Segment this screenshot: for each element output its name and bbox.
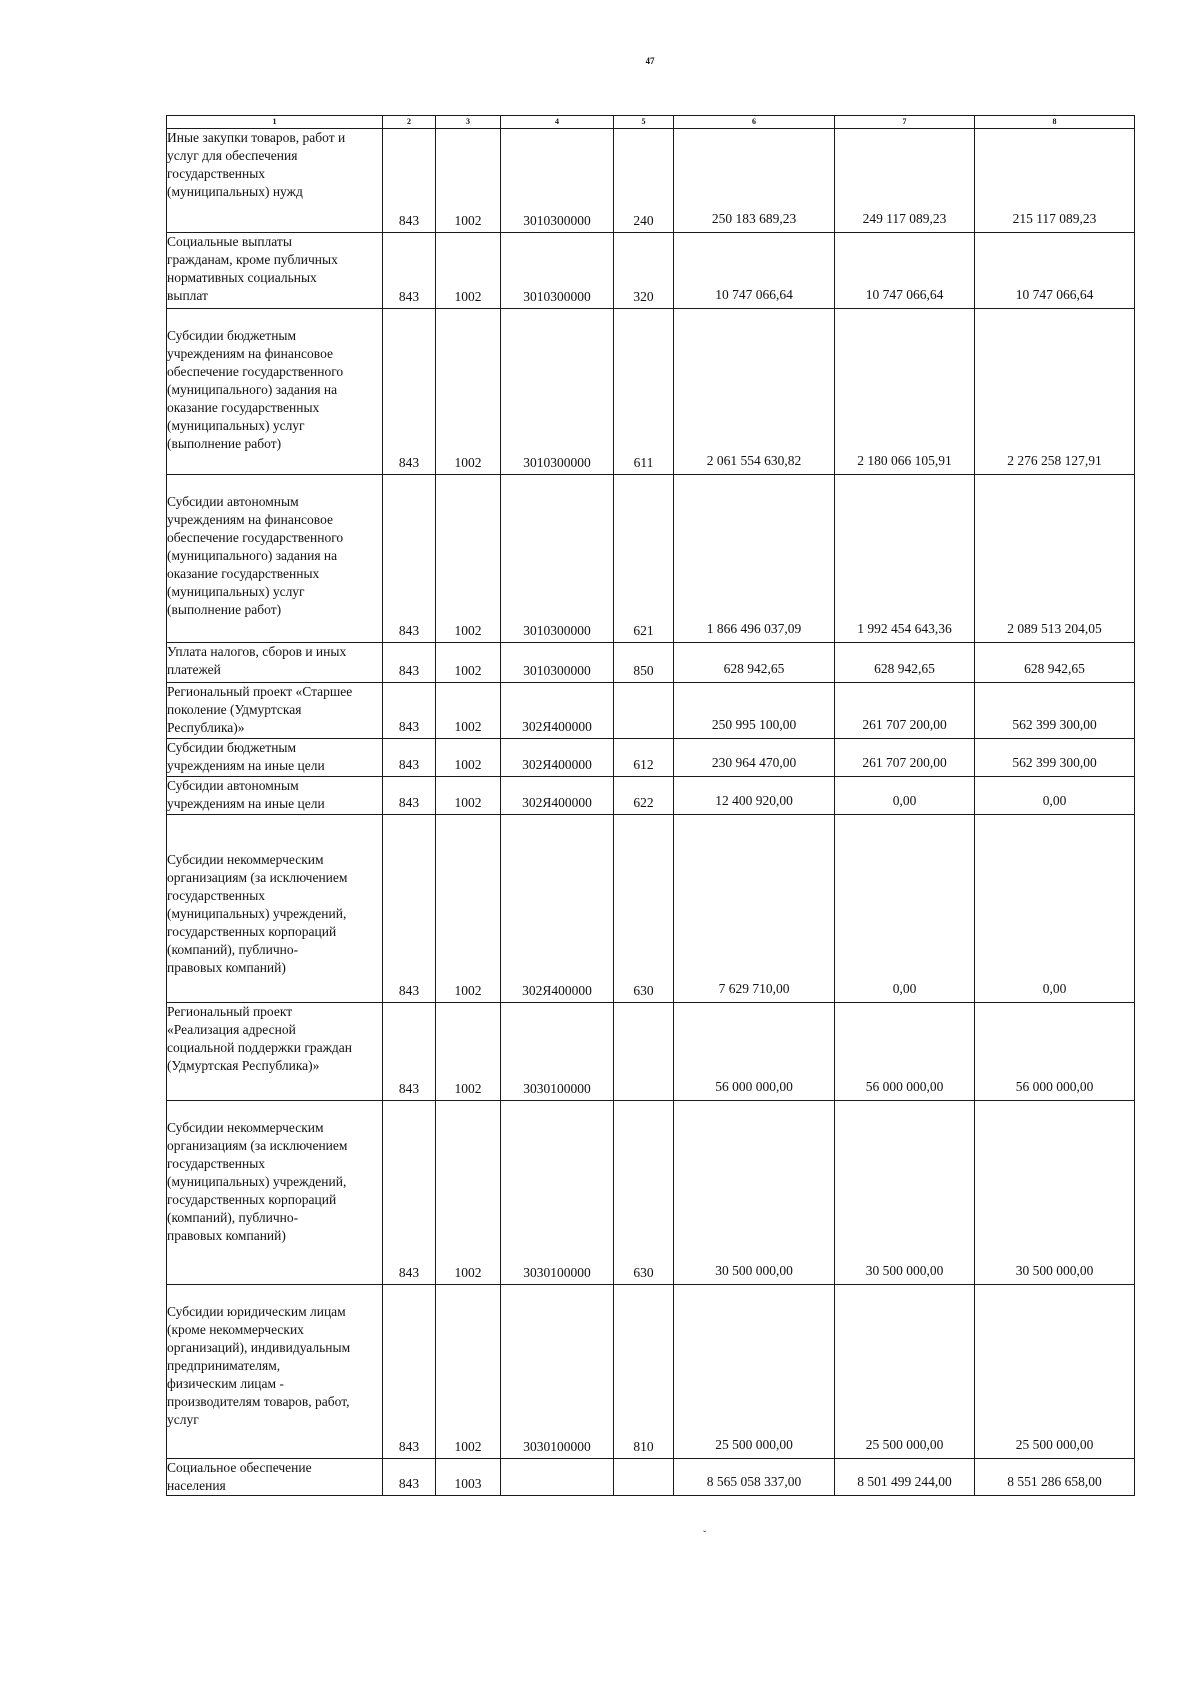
row-section-code: 1002 xyxy=(436,777,501,815)
row-name: Субсидии автономным учреждениям на иные цели xyxy=(167,777,383,815)
column-number: 7 xyxy=(835,116,975,129)
row-name: Субсидии юридическим лицам (кроме некоммерческих организаций), индивидуальным предпринимателям, физическим лицам - производителям товаров, работ, услуг xyxy=(167,1285,383,1459)
row-expense-type xyxy=(614,1459,674,1496)
row-target-article: 302Я400000 xyxy=(501,815,614,1003)
row-amount-year2: 10 747 066,64 xyxy=(835,233,975,309)
row-expense-type: 630 xyxy=(614,815,674,1003)
row-target-article xyxy=(501,1459,614,1496)
row-amount-year2: 1 992 454 643,36 xyxy=(835,475,975,643)
column-number: 1 xyxy=(167,116,383,129)
row-amount-year3: 628 942,65 xyxy=(975,643,1135,683)
row-expense-type xyxy=(614,683,674,739)
row-amount-year3: 562 399 300,00 xyxy=(975,739,1135,777)
row-section-code: 1002 xyxy=(436,233,501,309)
row-amount-year2: 8 501 499 244,00 xyxy=(835,1459,975,1496)
row-amount-year2: 261 707 200,00 xyxy=(835,683,975,739)
table-row xyxy=(167,1285,1135,1459)
row-name: Региональный проект «Старшее поколение (Удмуртская Республика)» xyxy=(167,683,383,739)
row-amount-year2: 628 942,65 xyxy=(835,643,975,683)
row-amount-year3: 56 000 000,00 xyxy=(975,1003,1135,1101)
row-admin-code: 843 xyxy=(383,233,436,309)
row-amount-year1: 250 183 689,23 xyxy=(674,129,835,233)
row-section-code: 1002 xyxy=(436,1003,501,1101)
row-expense-type: 630 xyxy=(614,1101,674,1285)
row-admin-code: 843 xyxy=(383,643,436,683)
row-amount-year3: 2 089 513 204,05 xyxy=(975,475,1135,643)
row-amount-year2: 25 500 000,00 xyxy=(835,1285,975,1459)
row-name: Уплата налогов, сборов и иных платежей xyxy=(167,643,383,683)
row-section-code: 1002 xyxy=(436,129,501,233)
row-amount-year3: 0,00 xyxy=(975,777,1135,815)
row-amount-year1: 56 000 000,00 xyxy=(674,1003,835,1101)
row-amount-year2: 30 500 000,00 xyxy=(835,1101,975,1285)
column-number: 2 xyxy=(383,116,436,129)
row-amount-year2: 2 180 066 105,91 xyxy=(835,309,975,475)
row-amount-year2: 0,00 xyxy=(835,815,975,1003)
row-target-article: 3010300000 xyxy=(501,233,614,309)
row-amount-year1: 230 964 470,00 xyxy=(674,739,835,777)
row-target-article: 3010300000 xyxy=(501,129,614,233)
row-name: Иные закупки товаров, работ и услуг для обеспечения государственных (муниципальных) нужд xyxy=(167,129,383,233)
row-amount-year2: 0,00 xyxy=(835,777,975,815)
row-expense-type: 622 xyxy=(614,777,674,815)
row-section-code: 1002 xyxy=(436,739,501,777)
row-amount-year1: 2 061 554 630,82 xyxy=(674,309,835,475)
row-target-article: 3010300000 xyxy=(501,309,614,475)
table-row xyxy=(167,815,1135,1003)
row-target-article: 3010300000 xyxy=(501,475,614,643)
table-row xyxy=(167,309,1135,475)
row-amount-year3: 2 276 258 127,91 xyxy=(975,309,1135,475)
table-row xyxy=(167,643,1135,683)
row-admin-code: 843 xyxy=(383,129,436,233)
column-number: 6 xyxy=(674,116,835,129)
row-name: Субсидии некоммерческим организациям (за исключением государственных (муниципальных) учреждений, государственных корпораций (компаний), публично- правовых компаний) xyxy=(167,815,383,1003)
column-number-row xyxy=(167,116,1135,129)
table-row xyxy=(167,475,1135,643)
row-amount-year1: 25 500 000,00 xyxy=(674,1285,835,1459)
row-amount-year3: 25 500 000,00 xyxy=(975,1285,1135,1459)
row-section-code: 1002 xyxy=(436,1101,501,1285)
column-number: 3 xyxy=(436,116,501,129)
row-admin-code: 843 xyxy=(383,1459,436,1496)
row-expense-type: 621 xyxy=(614,475,674,643)
page-number: 47 xyxy=(645,56,655,66)
row-expense-type: 612 xyxy=(614,739,674,777)
row-admin-code: 843 xyxy=(383,683,436,739)
row-admin-code: 843 xyxy=(383,1101,436,1285)
row-section-code: 1002 xyxy=(436,475,501,643)
row-amount-year1: 7 629 710,00 xyxy=(674,815,835,1003)
table-row xyxy=(167,777,1135,815)
row-amount-year2: 56 000 000,00 xyxy=(835,1003,975,1101)
row-amount-year3: 215 117 089,23 xyxy=(975,129,1135,233)
table-row xyxy=(167,683,1135,739)
table-row xyxy=(167,233,1135,309)
row-target-article: 302Я400000 xyxy=(501,739,614,777)
row-section-code: 1002 xyxy=(436,683,501,739)
row-amount-year1: 8 565 058 337,00 xyxy=(674,1459,835,1496)
scan-speck: ˇ xyxy=(703,1530,707,1541)
row-name: Субсидии бюджетным учреждениям на иные цели xyxy=(167,739,383,777)
column-number: 5 xyxy=(614,116,674,129)
row-admin-code: 843 xyxy=(383,475,436,643)
row-name: Субсидии автономным учреждениям на финансовое обеспечение государственного (муниципального) задания на оказание государственных (муниципальных) услуг (выполнение работ) xyxy=(167,475,383,643)
column-number: 4 xyxy=(501,116,614,129)
budget-table xyxy=(166,115,1135,1496)
table-row xyxy=(167,1101,1135,1285)
row-name: Региональный проект «Реализация адресной социальной поддержки граждан (Удмуртская Республика)» xyxy=(167,1003,383,1101)
row-target-article: 3030100000 xyxy=(501,1003,614,1101)
row-amount-year1: 30 500 000,00 xyxy=(674,1101,835,1285)
row-admin-code: 843 xyxy=(383,815,436,1003)
row-amount-year3: 10 747 066,64 xyxy=(975,233,1135,309)
row-target-article: 302Я400000 xyxy=(501,683,614,739)
row-amount-year1: 12 400 920,00 xyxy=(674,777,835,815)
row-section-code: 1002 xyxy=(436,815,501,1003)
row-amount-year3: 0,00 xyxy=(975,815,1135,1003)
row-name: Субсидии бюджетным учреждениям на финансовое обеспечение государственного (муниципального) задания на оказание государственных (муниципальных) услуг (выполнение работ) xyxy=(167,309,383,475)
row-expense-type: 611 xyxy=(614,309,674,475)
row-section-code: 1002 xyxy=(436,643,501,683)
row-target-article: 3030100000 xyxy=(501,1285,614,1459)
row-section-code: 1003 xyxy=(436,1459,501,1496)
row-amount-year3: 562 399 300,00 xyxy=(975,683,1135,739)
row-admin-code: 843 xyxy=(383,309,436,475)
row-amount-year3: 8 551 286 658,00 xyxy=(975,1459,1135,1496)
row-admin-code: 843 xyxy=(383,777,436,815)
table-row xyxy=(167,739,1135,777)
row-target-article: 3030100000 xyxy=(501,1101,614,1285)
row-section-code: 1002 xyxy=(436,1285,501,1459)
row-name: Социальное обеспечение населения xyxy=(167,1459,383,1496)
row-target-article: 3010300000 xyxy=(501,643,614,683)
row-amount-year1: 628 942,65 xyxy=(674,643,835,683)
row-amount-year2: 249 117 089,23 xyxy=(835,129,975,233)
row-amount-year3: 30 500 000,00 xyxy=(975,1101,1135,1285)
row-name: Социальные выплаты гражданам, кроме публичных нормативных социальных выплат xyxy=(167,233,383,309)
row-name: Субсидии некоммерческим организациям (за исключением государственных (муниципальных) учреждений, государственных корпораций (компаний), публично- правовых компаний) xyxy=(167,1101,383,1285)
row-admin-code: 843 xyxy=(383,739,436,777)
row-expense-type xyxy=(614,1003,674,1101)
row-admin-code: 843 xyxy=(383,1003,436,1101)
row-expense-type: 320 xyxy=(614,233,674,309)
row-admin-code: 843 xyxy=(383,1285,436,1459)
row-amount-year1: 250 995 100,00 xyxy=(674,683,835,739)
table-row xyxy=(167,1459,1135,1496)
row-target-article: 302Я400000 xyxy=(501,777,614,815)
row-amount-year2: 261 707 200,00 xyxy=(835,739,975,777)
column-number: 8 xyxy=(975,116,1135,129)
row-section-code: 1002 xyxy=(436,309,501,475)
table-row xyxy=(167,129,1135,233)
row-expense-type: 810 xyxy=(614,1285,674,1459)
row-amount-year1: 1 866 496 037,09 xyxy=(674,475,835,643)
row-expense-type: 850 xyxy=(614,643,674,683)
table-row xyxy=(167,1003,1135,1101)
row-amount-year1: 10 747 066,64 xyxy=(674,233,835,309)
row-expense-type: 240 xyxy=(614,129,674,233)
